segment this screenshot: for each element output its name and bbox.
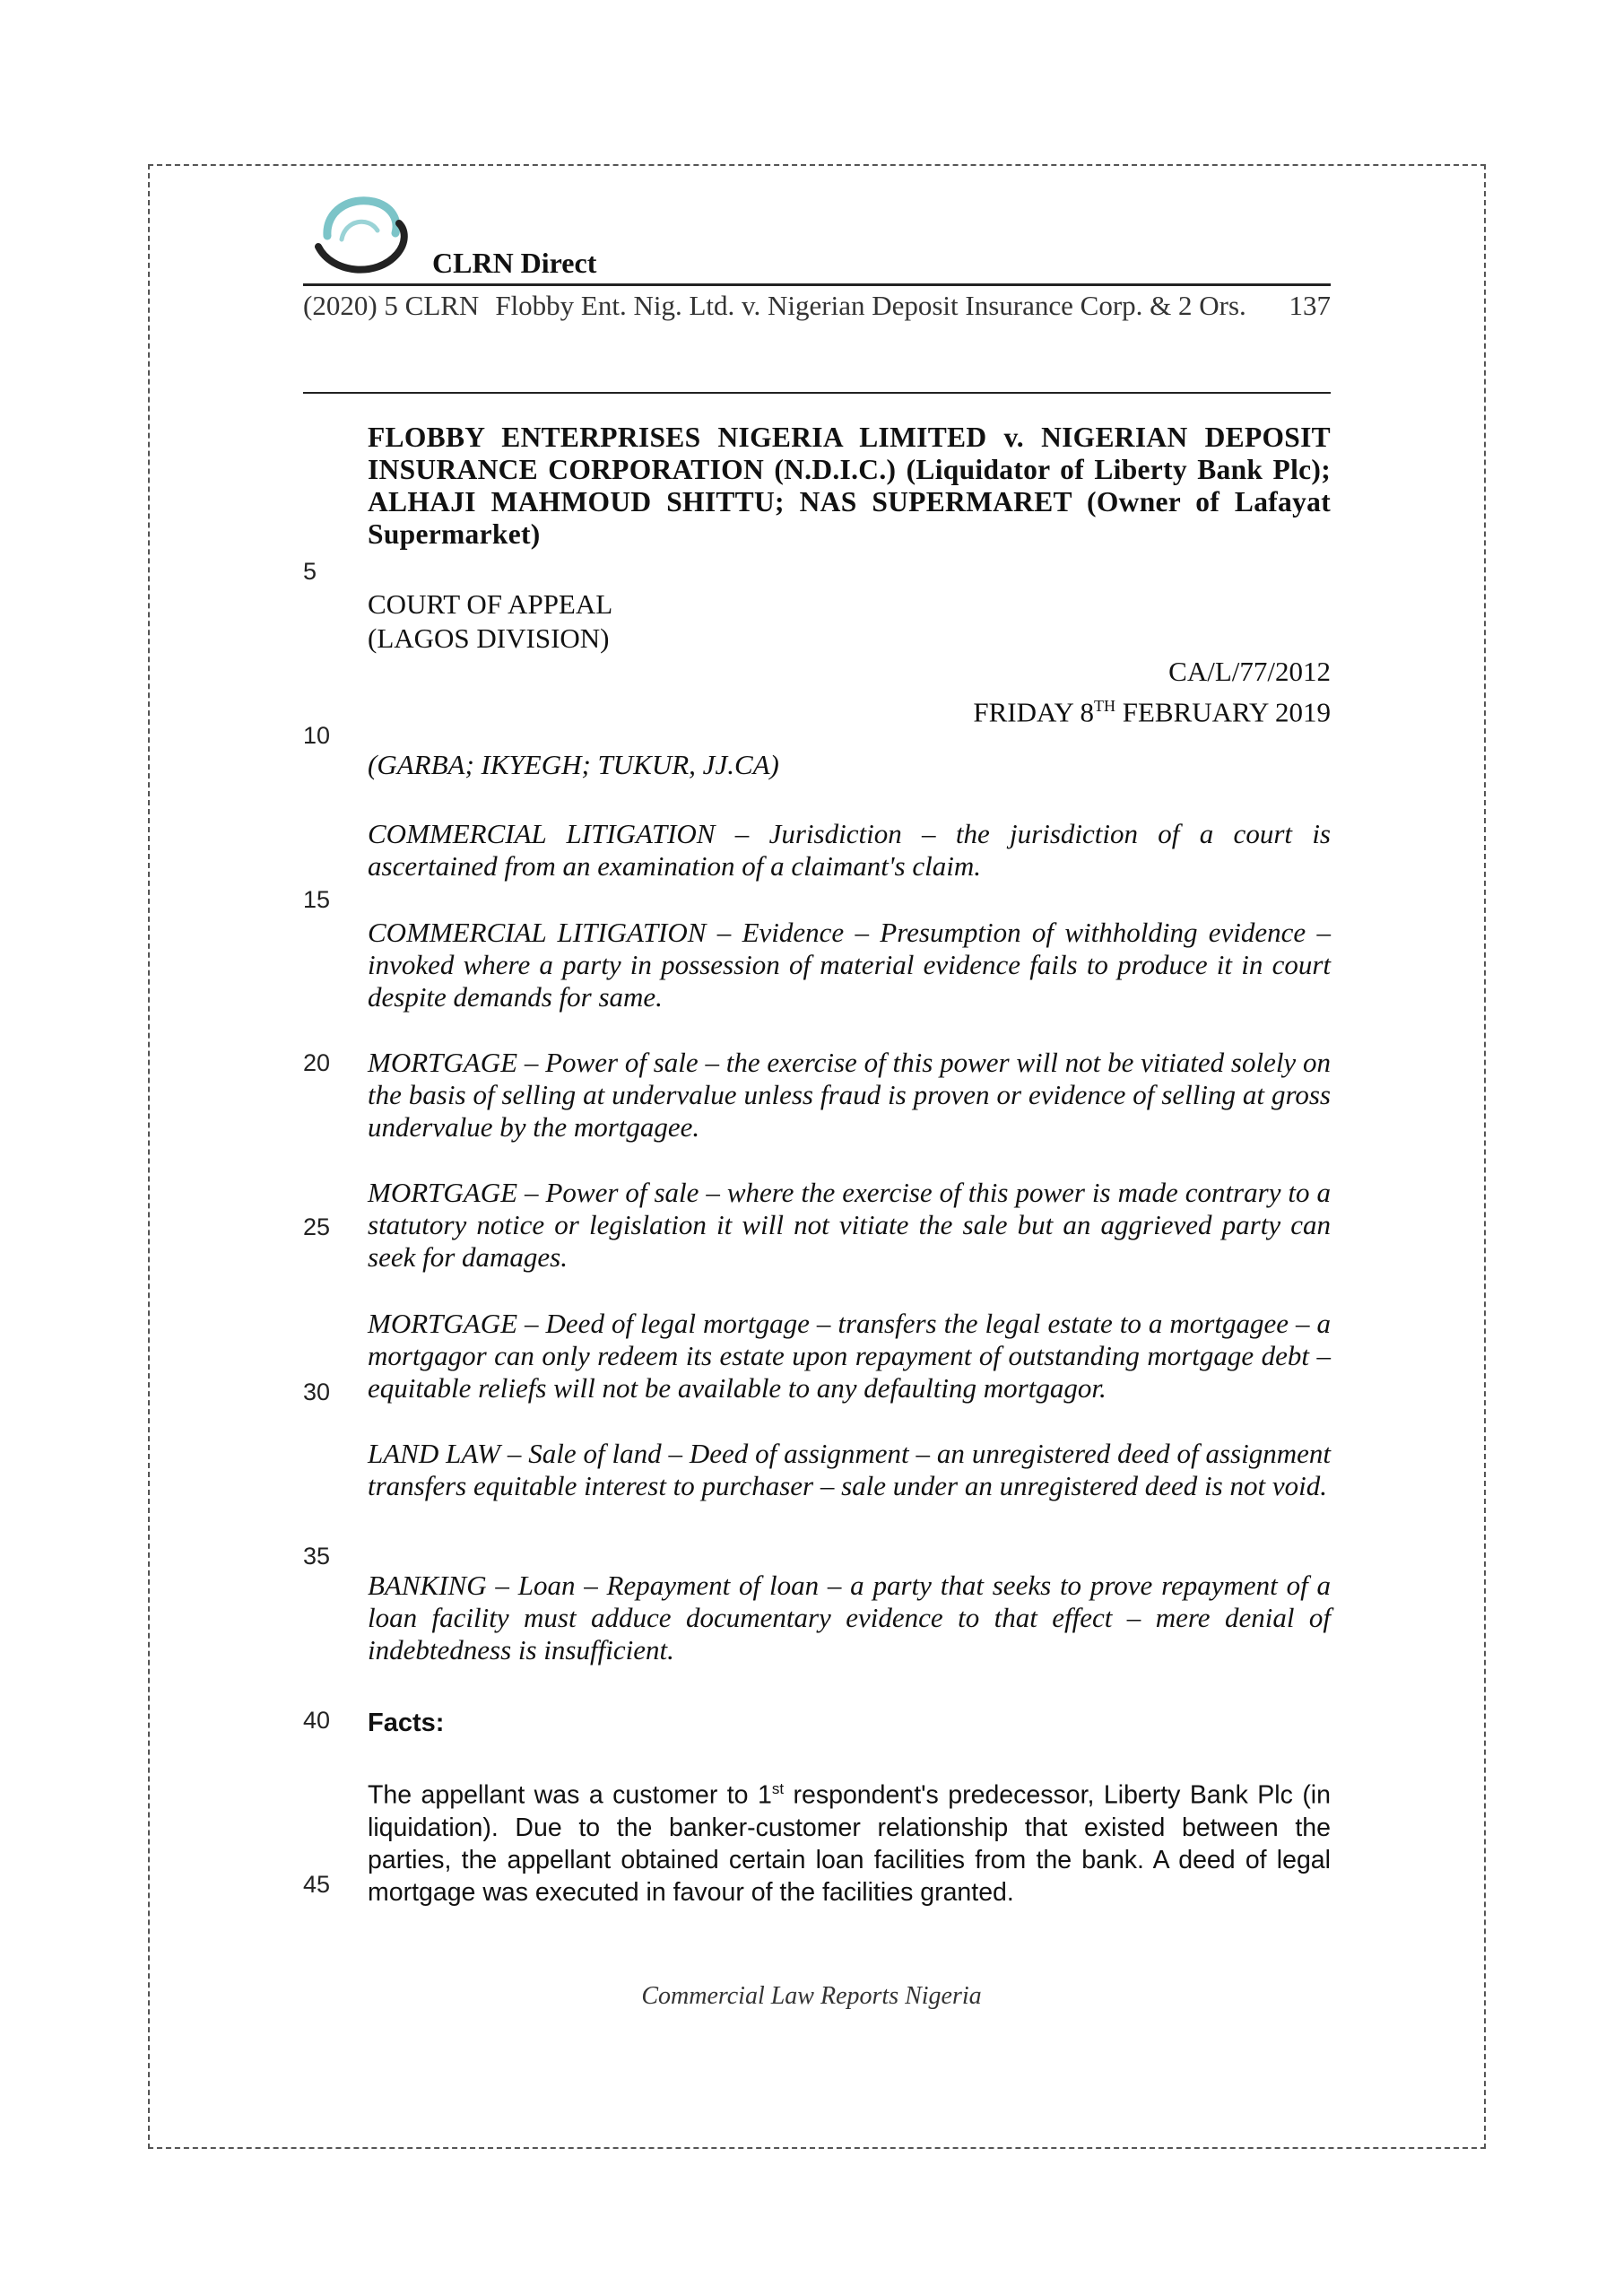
- catchword: MORTGAGE – Deed of legal mortgage – transfers the legal estate to a mortgagee – a mortgagor can only redeem its estate upon repayment of outstanding mortgage debt – equitable reliefs will not be available to any defaulting mortgagor.: [368, 1308, 1331, 1404]
- header-rule: [303, 283, 1331, 286]
- facts-paragraph: The appellant was a customer to 1st respondent's predecessor, Liberty Bank Plc (in liquidation). Due to the banker-customer relationship that existed between the parties, the appellant obtained certain loan facilities from the bank. A deed of legal mortgage was executed in favour of the facilities granted.: [368, 1780, 1331, 1907]
- brand-name: CLRN Direct: [432, 247, 597, 279]
- catchword: COMMERCIAL LITIGATION – Evidence – Presumption of withholding evidence – invoked where a party in possession of material evidence fails to produce it in court despite demands for same.: [368, 917, 1331, 1013]
- line-number: 45: [303, 1871, 331, 1898]
- line-number: 35: [303, 1543, 331, 1570]
- page-number: 137: [1289, 290, 1331, 321]
- catchword: BANKING – Loan – Repayment of loan – a party that seeks to prove repayment of a loan facility must adduce documentary evidence to that effect – mere denial of indebtedness is insufficient.: [368, 1570, 1331, 1665]
- judgment-date: FRIDAY 8TH FEBRUARY 2019: [973, 696, 1331, 728]
- line-number: 15: [303, 886, 331, 913]
- section-rule: [303, 392, 1331, 394]
- line-number: 25: [303, 1213, 331, 1240]
- page-footer: Commercial Law Reports Nigeria: [641, 1982, 982, 2010]
- citation-case-title: Flobby Ent. Nig. Ltd. v. Nigerian Deposit Insurance Corp. & 2 Ors.: [495, 290, 1246, 321]
- line-number: 5: [303, 558, 317, 585]
- line-number: 10: [303, 722, 331, 749]
- running-header: [303, 290, 1331, 322]
- catchword: MORTGAGE – Power of sale – the exercise of this power will not be vitiated solely on the basis of selling at undervalue unless fraud is proven or evidence of selling at gross undervalue by the mortgagee.: [368, 1047, 1331, 1143]
- clrn-logo-icon: [309, 184, 417, 283]
- suit-number: CA/L/77/2012: [1168, 656, 1331, 687]
- case-parties: FLOBBY ENTERPRISES NIGERIA LIMITED v. NIGERIAN DEPOSIT INSURANCE CORPORATION (N.D.I.C.) (Liquidator of Liberty Bank Plc); ALHAJI MAHMOUD SHITTU; NAS SUPERMARET (Owner of Lafayat Supermarket): [368, 422, 1331, 550]
- court-division: (LAGOS DIVISION): [368, 622, 610, 654]
- court-block: [368, 587, 1331, 656]
- catchword: COMMERCIAL LITIGATION – Jurisdiction – the jurisdiction of a court is ascertained from an examination of a claimant's claim.: [368, 818, 1331, 882]
- case-info: [973, 655, 1331, 729]
- line-number: 20: [303, 1049, 331, 1076]
- catchword: LAND LAW – Sale of land – Deed of assignment – an unregistered deed of assignment transfers equitable interest to purchaser – sale under an unregistered deed is not void.: [368, 1438, 1331, 1501]
- line-number: 40: [303, 1707, 331, 1734]
- citation-reference: (2020) 5 CLRN: [303, 290, 480, 321]
- judges-panel: (GARBA; IKYEGH; TUKUR, JJ.CA): [368, 749, 779, 780]
- catchword: MORTGAGE – Power of sale – where the exercise of this power is made contrary to a statutory notice or legislation it will not vitiate the sale but an aggrieved party can seek for damages.: [368, 1177, 1331, 1273]
- facts-heading: Facts:: [368, 1709, 445, 1737]
- court-name: COURT OF APPEAL: [368, 588, 613, 620]
- line-number: 30: [303, 1378, 331, 1405]
